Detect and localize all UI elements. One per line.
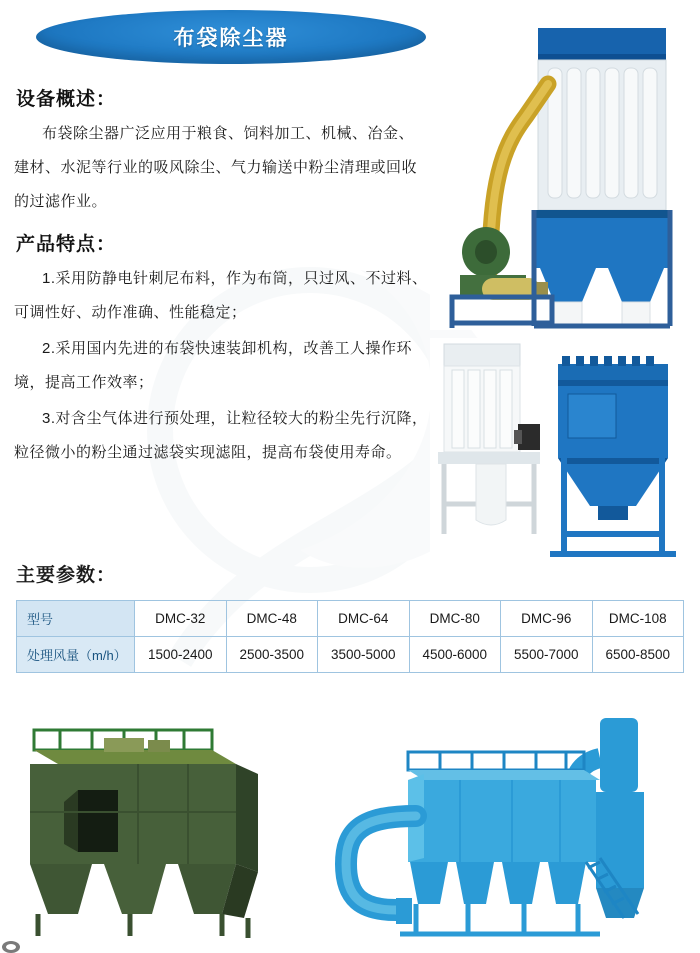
parameters-table [16,600,684,673]
corner-logo-icon [2,935,28,953]
table-cell: 3500-5000 [318,637,410,673]
table-cell: 5500-7000 [501,637,593,673]
table-row [17,601,684,637]
features-heading: 产品特点： [16,234,117,255]
feature-item-3: 3.对含尘气体进行预处理，让粒径较大的粉尘先行沉降，粒径微小的粉尘通过滤袋实现滤阻，提高布袋使用寿命。 [14,410,428,461]
table-cell: DMC-64 [318,601,410,637]
title-banner [36,10,426,64]
feature-item-1: 1.采用防静电针刺尼布料，作为布筒，只过风、不过料、可调性好、动作准确、性能稳定； [14,270,428,321]
table-cell: DMC-48 [226,601,318,637]
row-header-model: 型号 [17,601,135,637]
overview-paragraph: 布袋除尘器广泛应用于粮食、饲料加工、机械、冶金、建材、水泥等行业的吸风除尘、气力输送中粉尘清理或回收的过滤作业。 [14,125,418,210]
table-row [17,637,684,673]
table-cell: 6500-8500 [592,637,684,673]
filter-cartridge-and-blue-collector-photo [430,338,692,573]
table-cell: 2500-3500 [226,637,318,673]
blue-industrial-baghouse-with-ducting-photo [300,712,692,942]
overview-heading: 设备概述： [16,89,117,110]
feature-item-2: 2.采用国内先进的布袋快速装卸机构，改善工人操作环境，提高工作效率； [14,340,413,391]
table-cell: 4500-6000 [409,637,501,673]
table-cell: DMC-80 [409,601,501,637]
params-heading: 主要参数： [16,565,117,586]
page-title: 布袋除尘器 [173,27,289,50]
table-cell: DMC-32 [135,601,227,637]
table-cell: DMC-108 [592,601,684,637]
row-header-airflow: 处理风量（m/h） [17,637,135,673]
table-cell: 1500-2400 [135,637,227,673]
dust-collector-with-blower-photo [430,20,692,330]
green-large-baghouse-photo [8,712,268,942]
table-cell: DMC-96 [501,601,593,637]
text-content-column [14,74,428,472]
